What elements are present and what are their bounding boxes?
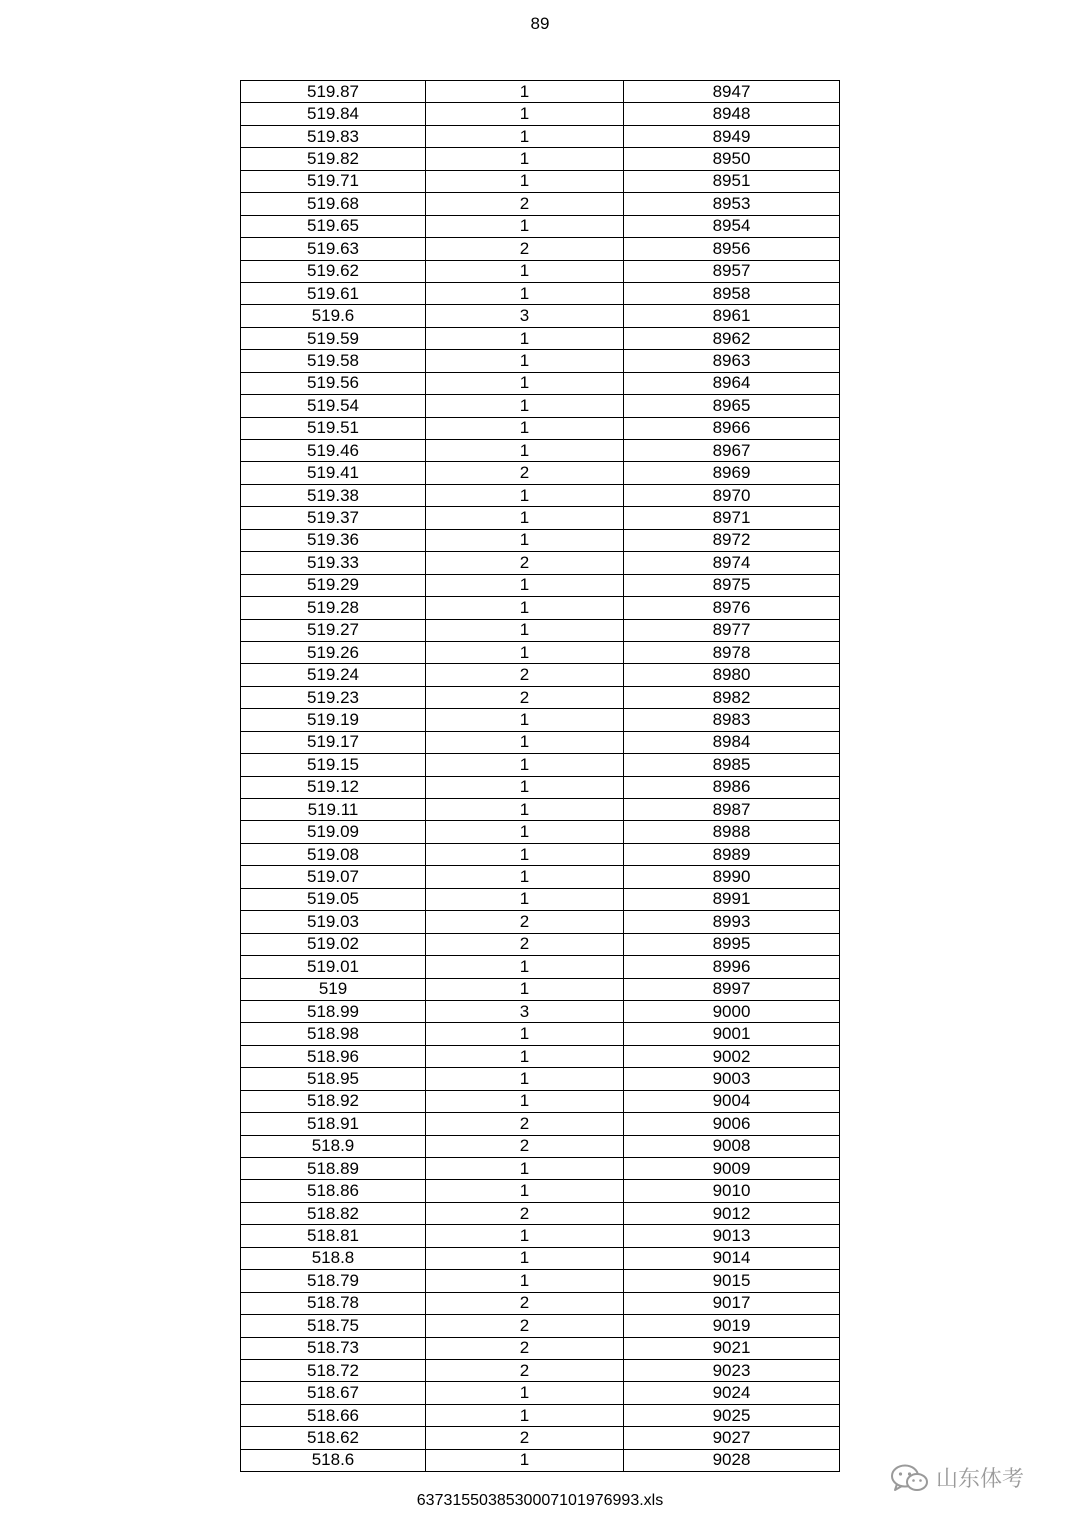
table-row [241, 1158, 840, 1180]
table-row [241, 664, 840, 686]
table-row [241, 305, 840, 327]
count-cell: 2 [426, 911, 624, 933]
score-cell: 518.81 [241, 1225, 426, 1247]
count-cell: 1 [426, 1045, 624, 1067]
rank-cell: 9021 [624, 1337, 840, 1359]
table-row [241, 440, 840, 462]
rank-cell: 8971 [624, 507, 840, 529]
count-cell: 1 [426, 776, 624, 798]
rank-cell: 8985 [624, 754, 840, 776]
score-cell: 519.27 [241, 619, 426, 641]
table-row [241, 1135, 840, 1157]
count-cell: 2 [426, 552, 624, 574]
count-cell: 1 [426, 529, 624, 551]
count-cell: 1 [426, 799, 624, 821]
count-cell: 1 [426, 260, 624, 282]
count-cell: 1 [426, 103, 624, 125]
table-row [241, 529, 840, 551]
count-cell: 1 [426, 372, 624, 394]
rank-cell: 8977 [624, 619, 840, 641]
rank-cell: 8996 [624, 956, 840, 978]
table-row [241, 776, 840, 798]
rank-cell: 9008 [624, 1135, 840, 1157]
score-cell: 519.41 [241, 462, 426, 484]
table-row [241, 1090, 840, 1112]
score-cell: 518.91 [241, 1113, 426, 1135]
score-cell: 519.23 [241, 686, 426, 708]
wechat-icon [890, 1463, 930, 1493]
rank-cell: 9024 [624, 1382, 840, 1404]
score-cell: 518.99 [241, 1000, 426, 1022]
rank-cell: 8976 [624, 597, 840, 619]
score-cell: 519.01 [241, 956, 426, 978]
score-cell: 519.65 [241, 215, 426, 237]
score-cell: 519.07 [241, 866, 426, 888]
count-cell: 1 [426, 956, 624, 978]
table-row [241, 821, 840, 843]
table-row [241, 1427, 840, 1449]
rank-cell: 9002 [624, 1045, 840, 1067]
table-row [241, 911, 840, 933]
rank-cell: 8965 [624, 395, 840, 417]
rank-cell: 8970 [624, 484, 840, 506]
count-cell: 1 [426, 1023, 624, 1045]
table-row [241, 843, 840, 865]
score-cell: 519.17 [241, 731, 426, 753]
score-cell: 519.38 [241, 484, 426, 506]
score-cell: 519.19 [241, 709, 426, 731]
score-cell: 519.02 [241, 933, 426, 955]
score-cell: 518.98 [241, 1023, 426, 1045]
table-row [241, 1068, 840, 1090]
rank-cell: 8986 [624, 776, 840, 798]
count-cell: 1 [426, 866, 624, 888]
rank-cell: 8954 [624, 215, 840, 237]
score-cell: 519.87 [241, 81, 426, 103]
score-cell: 519.33 [241, 552, 426, 574]
table-row [241, 350, 840, 372]
table-row [241, 1113, 840, 1135]
rank-cell: 9017 [624, 1292, 840, 1314]
rank-cell: 8983 [624, 709, 840, 731]
table-row [241, 1382, 840, 1404]
score-cell: 518.67 [241, 1382, 426, 1404]
count-cell: 1 [426, 1247, 624, 1269]
count-cell: 1 [426, 641, 624, 663]
table-row [241, 552, 840, 574]
score-cell: 518.92 [241, 1090, 426, 1112]
count-cell: 1 [426, 1382, 624, 1404]
count-cell: 1 [426, 843, 624, 865]
table-row [241, 462, 840, 484]
score-cell: 518.82 [241, 1202, 426, 1224]
table-row [241, 484, 840, 506]
score-cell: 519.24 [241, 664, 426, 686]
score-cell: 519.59 [241, 327, 426, 349]
rank-cell: 8988 [624, 821, 840, 843]
rank-cell: 8987 [624, 799, 840, 821]
count-cell: 2 [426, 933, 624, 955]
count-cell: 1 [426, 215, 624, 237]
count-cell: 1 [426, 125, 624, 147]
count-cell: 2 [426, 1202, 624, 1224]
score-cell: 519.62 [241, 260, 426, 282]
table-row [241, 507, 840, 529]
watermark [890, 1462, 1024, 1493]
rank-cell: 8967 [624, 440, 840, 462]
score-cell: 518.96 [241, 1045, 426, 1067]
score-cell: 519.03 [241, 911, 426, 933]
table-row [241, 170, 840, 192]
score-cell: 518.62 [241, 1427, 426, 1449]
table-row [241, 395, 840, 417]
score-cell: 518.6 [241, 1449, 426, 1471]
table-row [241, 215, 840, 237]
score-cell: 518.9 [241, 1135, 426, 1157]
rank-cell: 8962 [624, 327, 840, 349]
table-row [241, 1292, 840, 1314]
table-row [241, 1225, 840, 1247]
rank-cell: 8997 [624, 978, 840, 1000]
table-row [241, 81, 840, 103]
score-cell: 519.26 [241, 641, 426, 663]
rank-cell: 8956 [624, 238, 840, 260]
rank-cell: 8972 [624, 529, 840, 551]
rank-cell: 8953 [624, 193, 840, 215]
count-cell: 1 [426, 417, 624, 439]
rank-cell: 8982 [624, 686, 840, 708]
rank-cell: 9015 [624, 1270, 840, 1292]
rank-cell: 8948 [624, 103, 840, 125]
table-row [241, 1180, 840, 1202]
rank-cell: 8995 [624, 933, 840, 955]
count-cell: 1 [426, 327, 624, 349]
rank-cell: 8951 [624, 170, 840, 192]
count-cell: 1 [426, 1158, 624, 1180]
rank-cell: 9012 [624, 1202, 840, 1224]
count-cell: 3 [426, 305, 624, 327]
table-row [241, 1023, 840, 1045]
count-cell: 1 [426, 170, 624, 192]
table-row [241, 888, 840, 910]
count-cell: 2 [426, 686, 624, 708]
count-cell: 1 [426, 709, 624, 731]
rank-cell: 8961 [624, 305, 840, 327]
rank-cell: 8975 [624, 574, 840, 596]
table-row [241, 260, 840, 282]
rank-cell: 8947 [624, 81, 840, 103]
rank-cell: 8984 [624, 731, 840, 753]
table-row [241, 1404, 840, 1426]
rank-cell: 8969 [624, 462, 840, 484]
score-cell: 519.12 [241, 776, 426, 798]
count-cell: 2 [426, 1359, 624, 1381]
count-cell: 2 [426, 1315, 624, 1337]
count-cell: 2 [426, 1427, 624, 1449]
score-cell: 519.83 [241, 125, 426, 147]
table-row [241, 933, 840, 955]
table-row [241, 597, 840, 619]
count-cell: 1 [426, 597, 624, 619]
table-row [241, 372, 840, 394]
count-cell: 1 [426, 282, 624, 304]
count-cell: 1 [426, 731, 624, 753]
rank-cell: 9010 [624, 1180, 840, 1202]
count-cell: 1 [426, 888, 624, 910]
rank-cell: 9014 [624, 1247, 840, 1269]
score-cell: 519.15 [241, 754, 426, 776]
score-cell: 518.66 [241, 1404, 426, 1426]
count-cell: 1 [426, 754, 624, 776]
score-cell: 519.46 [241, 440, 426, 462]
score-table [240, 80, 840, 1472]
table-row [241, 103, 840, 125]
table-row [241, 1315, 840, 1337]
count-cell: 2 [426, 238, 624, 260]
rank-cell: 9023 [624, 1359, 840, 1381]
table-row [241, 866, 840, 888]
rank-cell: 9019 [624, 1315, 840, 1337]
table-row [241, 686, 840, 708]
rank-cell: 9001 [624, 1023, 840, 1045]
count-cell: 2 [426, 664, 624, 686]
count-cell: 1 [426, 619, 624, 641]
score-cell: 519.54 [241, 395, 426, 417]
rank-cell: 9027 [624, 1427, 840, 1449]
count-cell: 1 [426, 440, 624, 462]
table-row [241, 282, 840, 304]
score-cell: 519.84 [241, 103, 426, 125]
table-row [241, 1359, 840, 1381]
score-cell: 519.28 [241, 597, 426, 619]
count-cell: 2 [426, 1113, 624, 1135]
table-row [241, 327, 840, 349]
score-cell: 519.71 [241, 170, 426, 192]
count-cell: 2 [426, 1337, 624, 1359]
score-cell: 518.8 [241, 1247, 426, 1269]
rank-cell: 9009 [624, 1158, 840, 1180]
count-cell: 1 [426, 574, 624, 596]
score-cell: 518.72 [241, 1359, 426, 1381]
score-cell: 518.78 [241, 1292, 426, 1314]
rank-cell: 9004 [624, 1090, 840, 1112]
score-cell: 519.6 [241, 305, 426, 327]
count-cell: 2 [426, 193, 624, 215]
count-cell: 1 [426, 1180, 624, 1202]
count-cell: 1 [426, 1090, 624, 1112]
table-row [241, 417, 840, 439]
rank-cell: 8949 [624, 125, 840, 147]
table-row [241, 641, 840, 663]
count-cell: 1 [426, 81, 624, 103]
rank-cell: 8989 [624, 843, 840, 865]
rank-cell: 9006 [624, 1113, 840, 1135]
table-row [241, 193, 840, 215]
watermark-text: 山东体考 [936, 1466, 1025, 1491]
table-row [241, 619, 840, 641]
rank-cell: 9013 [624, 1225, 840, 1247]
score-cell: 519.11 [241, 799, 426, 821]
count-cell: 1 [426, 350, 624, 372]
score-cell: 518.75 [241, 1315, 426, 1337]
score-cell: 519.61 [241, 282, 426, 304]
table-row [241, 799, 840, 821]
table-row [241, 731, 840, 753]
rank-cell: 8990 [624, 866, 840, 888]
rank-cell: 9028 [624, 1449, 840, 1471]
count-cell: 1 [426, 148, 624, 170]
rank-cell: 8950 [624, 148, 840, 170]
table-row [241, 978, 840, 1000]
count-cell: 1 [426, 484, 624, 506]
table-row [241, 1449, 840, 1471]
rank-cell: 9003 [624, 1068, 840, 1090]
table-row [241, 1247, 840, 1269]
score-cell: 518.95 [241, 1068, 426, 1090]
score-cell: 519.05 [241, 888, 426, 910]
rank-cell: 8978 [624, 641, 840, 663]
score-cell: 519.68 [241, 193, 426, 215]
rank-cell: 8958 [624, 282, 840, 304]
table-row [241, 574, 840, 596]
count-cell: 2 [426, 1292, 624, 1314]
count-cell: 1 [426, 395, 624, 417]
table-row [241, 1045, 840, 1067]
count-cell: 1 [426, 1449, 624, 1471]
score-cell: 518.89 [241, 1158, 426, 1180]
score-cell: 519.63 [241, 238, 426, 260]
table-row [241, 1202, 840, 1224]
table-row [241, 1000, 840, 1022]
rank-cell: 8991 [624, 888, 840, 910]
rank-cell: 8966 [624, 417, 840, 439]
table-row [241, 148, 840, 170]
rank-cell: 8993 [624, 911, 840, 933]
score-cell: 519.51 [241, 417, 426, 439]
table-row [241, 1270, 840, 1292]
page-number: 89 [530, 14, 550, 33]
rank-cell: 8974 [624, 552, 840, 574]
count-cell: 2 [426, 462, 624, 484]
score-cell: 519.82 [241, 148, 426, 170]
count-cell: 1 [426, 978, 624, 1000]
count-cell: 1 [426, 1404, 624, 1426]
score-cell: 519.58 [241, 350, 426, 372]
score-cell: 518.86 [241, 1180, 426, 1202]
rank-cell: 8980 [624, 664, 840, 686]
count-cell: 1 [426, 821, 624, 843]
count-cell: 2 [426, 1135, 624, 1157]
score-cell: 519.37 [241, 507, 426, 529]
count-cell: 1 [426, 1068, 624, 1090]
count-cell: 3 [426, 1000, 624, 1022]
score-cell: 519.56 [241, 372, 426, 394]
score-cell: 519 [241, 978, 426, 1000]
score-cell: 518.73 [241, 1337, 426, 1359]
rank-cell: 9025 [624, 1404, 840, 1426]
score-cell: 519.08 [241, 843, 426, 865]
score-cell: 519.09 [241, 821, 426, 843]
table-row [241, 956, 840, 978]
count-cell: 1 [426, 1270, 624, 1292]
score-cell: 519.29 [241, 574, 426, 596]
table-row [241, 238, 840, 260]
score-table-body [241, 81, 840, 1472]
count-cell: 1 [426, 1225, 624, 1247]
table-row [241, 1337, 840, 1359]
score-cell: 518.79 [241, 1270, 426, 1292]
rank-cell: 8957 [624, 260, 840, 282]
footer-filename: 637315503853000710197​6993.xls [416, 1492, 664, 1509]
table-row [241, 709, 840, 731]
score-cell: 519.36 [241, 529, 426, 551]
table-row [241, 754, 840, 776]
count-cell: 1 [426, 507, 624, 529]
rank-cell: 9000 [624, 1000, 840, 1022]
rank-cell: 8963 [624, 350, 840, 372]
table-row [241, 125, 840, 147]
rank-cell: 8964 [624, 372, 840, 394]
